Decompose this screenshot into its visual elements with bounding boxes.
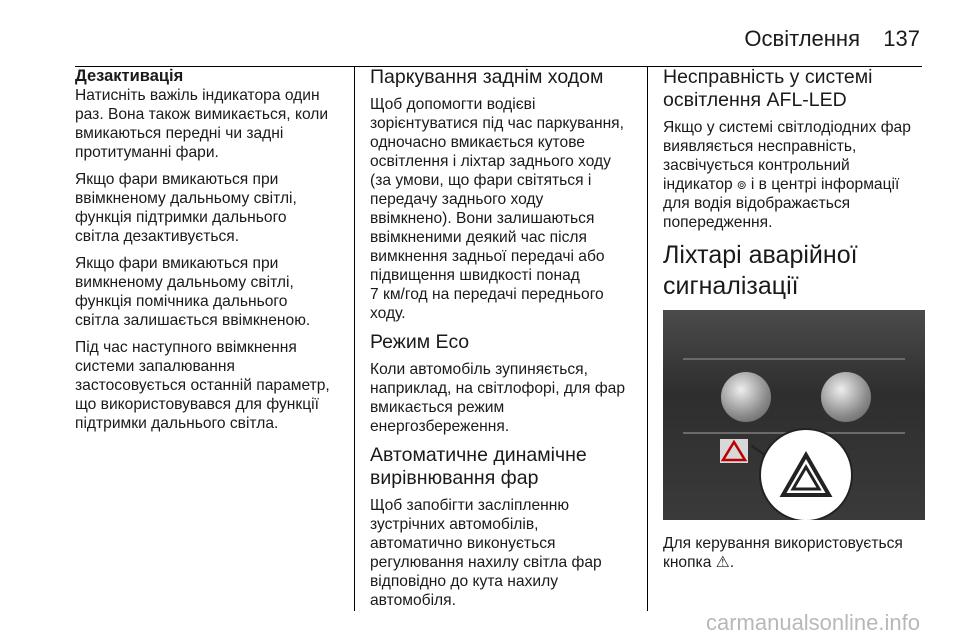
headlight-leveling-text: Щоб запобігти засліпленню зустрічних автомобілів, автоматично виконується регулювання нахилу світла фар відповідно до кута нахилу автомобіля.	[370, 497, 602, 609]
eco-mode-text: Коли автомобіль зупиняється, наприклад, на світлофорі, для фар вмикається режим енергозбереження.	[370, 361, 626, 435]
paragraph: Якщо фари вмикаються при вимкненому дальньому світлі, функція помічника дальнього світла залишається ввімкненою.	[75, 255, 311, 329]
right-climate-knob	[821, 372, 871, 422]
headlight-leveling-heading: Автоматичне динамічне вирівнювання фар	[370, 444, 587, 489]
column-3	[663, 66, 925, 580]
watermark: carmanualsonline.info	[705, 610, 920, 635]
page-number: 137	[883, 26, 920, 51]
paragraph: Якщо фари вмикаються при ввімкненому дальньому світлі, функція підтримки дальнього світла дезактивується.	[75, 171, 297, 245]
hazard-button	[719, 438, 749, 464]
hazard-button-callout	[759, 428, 853, 520]
left-climate-knob	[721, 372, 771, 422]
hazard-triangle-icon	[720, 439, 748, 463]
column-divider-2	[647, 66, 648, 611]
hazard-button-photo	[663, 310, 925, 520]
reverse-parking-heading: Паркування заднім ходом	[370, 66, 604, 88]
column-2	[370, 66, 638, 618]
hazard-lights-heading: Ліхтарі аварійної сигналізації	[663, 241, 858, 300]
page-title: Освітлення	[744, 26, 860, 51]
column-divider-1	[354, 66, 355, 611]
hazard-triangle-icon	[779, 451, 833, 499]
column-1	[75, 66, 345, 441]
panel-trim	[683, 358, 905, 360]
afl-fault-heading: Несправність у системі освітлення AFL-LED	[663, 66, 873, 111]
eco-mode-heading: Режим Eco	[370, 331, 470, 353]
reverse-parking-text: Щоб допомогти водієві зорієнтуватися під час паркування, одночасно вмикається кутове освітлення і ліхтар заднього ходу (за умови, що фари світяться і передачу заднього ходу ввімкнено). Вони залишаються ввімкненими деякий час після вимкнення задньої передачі або підвищення швидкості понад 7 км/год на передачі переднього ходу.	[370, 96, 624, 322]
paragraph: Під час наступного ввімкнення системи запалювання застосовується останній параметр, що використовувався для функції підтримки дальнього світла.	[75, 339, 330, 432]
hazard-caption: Для керування використовується кнопка ⚠.	[663, 535, 903, 571]
page-header	[0, 22, 960, 62]
deactivation-heading: Дезактивація	[75, 67, 184, 85]
afl-fault-text: Якщо у системі світлодіодних фар виявляється несправність, засвічується контрольний індикатор ๏ і в центрі інформації для водія відображається попередження.	[663, 119, 911, 231]
paragraph: Натисніть важіль індикатора один раз. Вона також вимикається, коли вмикаються передні чи задні протитуманні фари.	[75, 87, 329, 161]
